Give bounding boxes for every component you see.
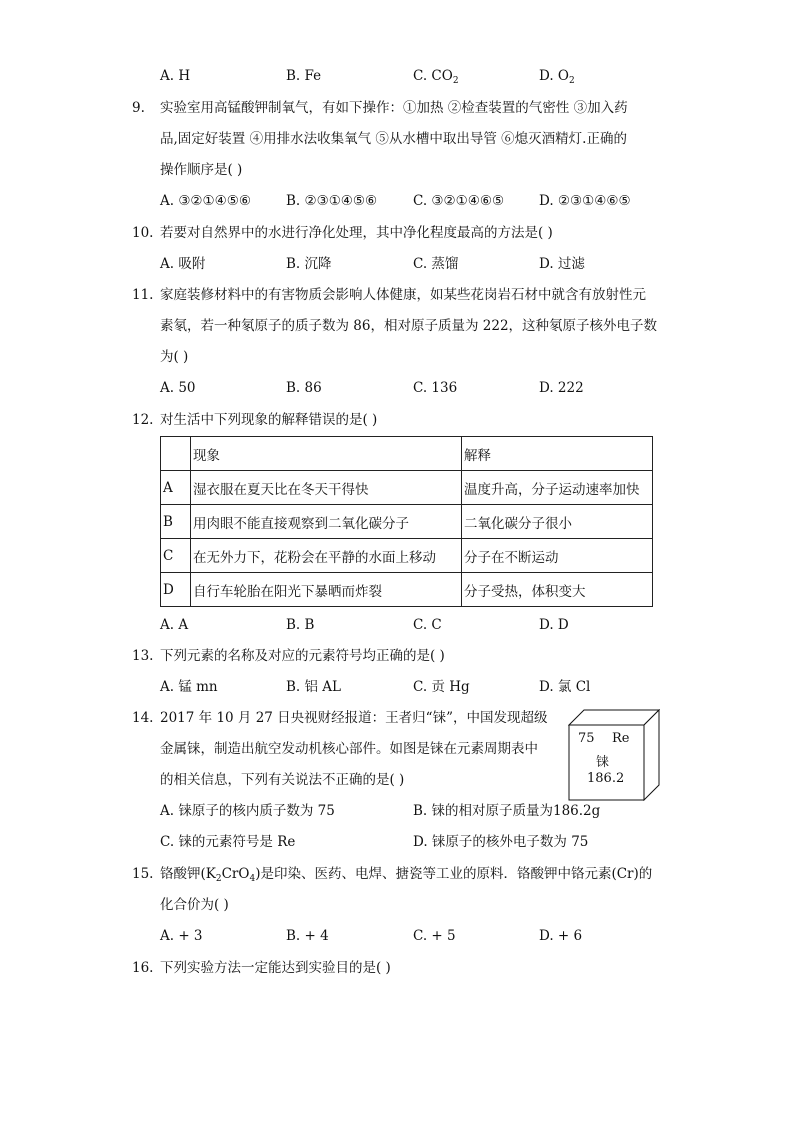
table-cell: 分子在不断运动 (462, 539, 653, 573)
q10-option-b: B. 沉降 (286, 256, 332, 272)
q12-option-a: A. A (160, 617, 189, 633)
q14-option-d: D. 铼原子的核外电子数为 75 (413, 834, 589, 850)
element-card-rhenium (568, 709, 660, 801)
q10-option-d: D. 过滤 (539, 256, 585, 272)
q11-text-line1: 家庭装修材料中的有害物质会影响人体健康，如某些花岗岩石材中就含有放射性元 (160, 287, 646, 303)
table-header-row (161, 437, 653, 471)
q14-option-c: C. 铼的元素符号是 Re (160, 834, 296, 850)
q9-text-line2: 品,固定好装置 ④用排水法收集氧气 ⑤从水槽中取出导管 ⑥熄灭酒精灯.正确的 (160, 131, 627, 147)
q12-option-d: D. D (539, 617, 569, 633)
q15-option-c: C. + 5 (413, 928, 456, 944)
element-atomic-number: 75 (578, 731, 595, 746)
q9-number: 9. (132, 100, 145, 116)
q9-option-a: A. ③②①④⑤⑥ (160, 193, 251, 209)
table-cell: C (161, 539, 191, 573)
table-row (161, 573, 653, 607)
q15-option-b: B. + 4 (286, 928, 329, 944)
table-cell: B (161, 505, 191, 539)
table-row (161, 539, 653, 573)
q13-option-c: C. 贡 Hg (413, 679, 470, 695)
q15-option-a: A. + 3 (160, 928, 203, 944)
table-cell: 湿衣服在夏天比在冬天干得快 (191, 471, 462, 505)
q8-option-c: C. $CO_2$ (413, 68, 459, 86)
q8-option-a: A. H (160, 68, 191, 84)
q12-text: 对生活中下列现象的解释错误的是( ) (160, 412, 378, 428)
table-cell (161, 437, 191, 471)
q14-option-b: B. 铼的相对原子质量为186.2g (413, 803, 601, 819)
element-atomic-mass: 186.2 (587, 771, 625, 786)
q11-number: 11. (132, 287, 154, 303)
q14-text-line3: 的相关信息，下列有关说法不正确的是( ) (160, 772, 405, 788)
table-cell: 二氧化碳分子很小 (462, 505, 653, 539)
q10-text: 若要对自然界中的水进行净化处理，其中净化程度最高的方法是( ) (160, 225, 553, 241)
q16-number: 16. (132, 960, 154, 976)
q12-option-c: C. C (413, 617, 442, 633)
q10-number: 10. (132, 225, 154, 241)
q13-option-b: B. 铝 AL (286, 679, 342, 695)
q12-option-b: B. B (286, 617, 315, 633)
q10-option-c: C. 蒸馏 (413, 256, 459, 272)
table-cell: 在无外力下，花粉会在平静的水面上移动 (191, 539, 462, 573)
element-name: 铼 (596, 755, 610, 770)
q11-option-c: C. 136 (413, 380, 458, 396)
q15-text-line1: 铬酸钾$(K_2CrO_4)$是印染、医药、电焊、搪瓷等工业的原料．铬酸钾中铬元素(Cr)的 (160, 866, 653, 884)
q11-option-d: D. 222 (539, 380, 584, 396)
table-header-explanation: 解释 (462, 437, 653, 471)
q12-table (160, 436, 653, 607)
q8-option-d: D. $O_2$ (539, 68, 575, 86)
q16-text: 下列实验方法一定能达到实验目的是( ) (160, 960, 391, 976)
q13-option-a: A. 锰 mn (160, 679, 218, 695)
q11-option-b: B. 86 (286, 380, 322, 396)
element-card-frame (568, 709, 660, 801)
table-cell: 用肉眼不能直接观察到二氧化碳分子 (191, 505, 462, 539)
table-cell: D (161, 573, 191, 607)
q15-option-d: D. + 6 (539, 928, 583, 944)
table-cell: A (161, 471, 191, 505)
q9-text-line3: 操作顺序是( ) (160, 162, 243, 178)
q11-text-line3: 为( ) (160, 349, 189, 365)
q8-option-b: B. Fe (286, 68, 322, 84)
q14-option-a: A. 铼原子的核内质子数为 75 (160, 803, 335, 819)
q14-text-line2: 金属铼，制造出航空发动机核心部件。如图是铼在元素周期表中 (160, 741, 538, 757)
table-row (161, 471, 653, 505)
table-cell: 自行车轮胎在阳光下暴晒而炸裂 (191, 573, 462, 607)
q14-text-line1: 2017 年 10 月 27 日央视财经报道：王者归“铼”，中国发现超级 (160, 710, 548, 726)
q13-text: 下列元素的名称及对应的元素符号均正确的是( ) (160, 648, 445, 664)
q9-option-d: D. ②③①④⑥⑤ (539, 193, 631, 209)
q9-option-b: B. ②③①④⑤⑥ (286, 193, 378, 209)
q13-option-d: D. 氯 Cl (539, 679, 591, 695)
element-symbol: Re (612, 731, 630, 746)
q13-number: 13. (132, 648, 154, 664)
q12-number: 12. (132, 412, 154, 428)
table-cell: 分子受热，体积变大 (462, 573, 653, 607)
q9-option-c: C. ③②①④⑥⑤ (413, 193, 505, 209)
table-cell: 温度升高，分子运动速率加快 (462, 471, 653, 505)
q9-text-line1: 实验室用高锰酸钾制氧气，有如下操作：①加热 ②检查装置的气密性 ③加入药 (160, 100, 628, 116)
q11-option-a: A. 50 (160, 380, 196, 396)
table-header-phenomenon: 现象 (191, 437, 462, 471)
q11-text-line2: 素氡，若一种氡原子的质子数为 86，相对原子质量为 222，这种氡原子核外电子数 (160, 318, 658, 334)
q10-option-a: A. 吸附 (160, 256, 206, 272)
q14-number: 14. (132, 710, 154, 726)
q15-number: 15. (132, 866, 154, 882)
table-row (161, 505, 653, 539)
q15-text-line2: 化合价为( ) (160, 897, 229, 913)
